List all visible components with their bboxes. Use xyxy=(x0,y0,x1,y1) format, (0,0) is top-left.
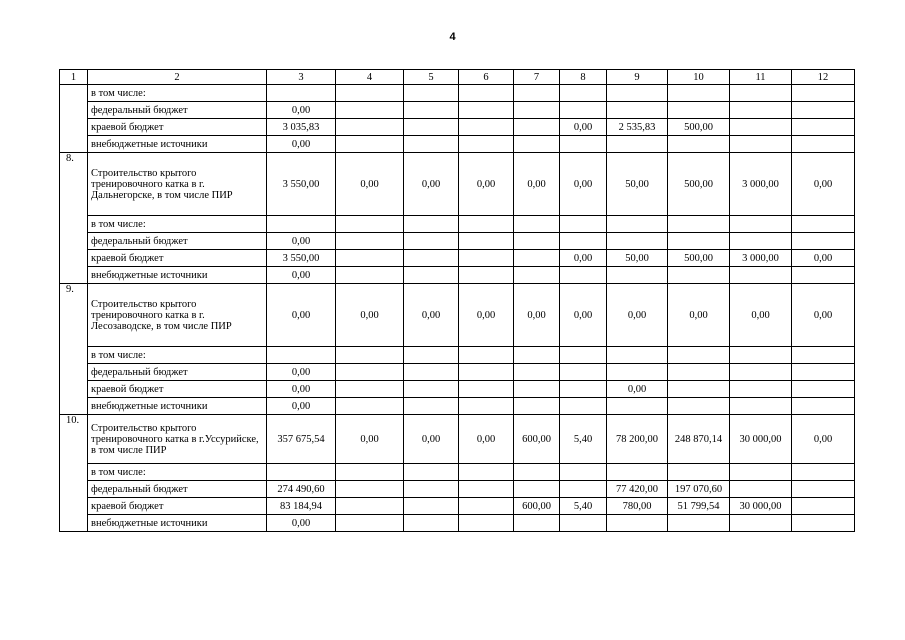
header-row xyxy=(60,70,855,85)
value-cell: 77 420,00 xyxy=(607,481,668,498)
budget-table xyxy=(59,69,855,532)
value-cell xyxy=(560,347,607,364)
table-row xyxy=(60,136,855,153)
header-cell: 12 xyxy=(792,70,855,85)
item-name: федеральный бюджет xyxy=(88,481,267,498)
header-cell: 11 xyxy=(730,70,792,85)
value-cell xyxy=(792,119,855,136)
item-name: краевой бюджет xyxy=(88,498,267,515)
value-cell xyxy=(792,233,855,250)
value-cell: 0,00 xyxy=(267,136,336,153)
value-cell xyxy=(730,381,792,398)
value-cell xyxy=(514,464,560,481)
value-cell: 0,00 xyxy=(560,284,607,347)
value-cell xyxy=(404,216,459,233)
item-name: краевой бюджет xyxy=(88,119,267,136)
value-cell xyxy=(730,85,792,102)
value-cell xyxy=(514,515,560,532)
row-number xyxy=(60,85,88,153)
value-cell xyxy=(336,233,404,250)
header-cell: 7 xyxy=(514,70,560,85)
value-cell: 0,00 xyxy=(792,415,855,464)
value-cell: 0,00 xyxy=(404,284,459,347)
value-cell xyxy=(459,119,514,136)
row-number: 10. xyxy=(60,415,88,532)
value-cell: 600,00 xyxy=(514,498,560,515)
value-cell xyxy=(404,481,459,498)
value-cell: 0,00 xyxy=(267,515,336,532)
value-cell: 0,00 xyxy=(560,119,607,136)
row-number: 8. xyxy=(60,153,88,284)
value-cell xyxy=(730,481,792,498)
value-cell xyxy=(514,267,560,284)
value-cell: 0,00 xyxy=(267,364,336,381)
value-cell: 0,00 xyxy=(267,381,336,398)
table-row xyxy=(60,85,855,102)
item-name: краевой бюджет xyxy=(88,250,267,267)
value-cell xyxy=(404,250,459,267)
value-cell xyxy=(560,136,607,153)
value-cell xyxy=(514,364,560,381)
value-cell: 5,40 xyxy=(560,415,607,464)
value-cell xyxy=(792,364,855,381)
value-cell xyxy=(514,233,560,250)
value-cell xyxy=(730,267,792,284)
value-cell: 5,40 xyxy=(560,498,607,515)
value-cell xyxy=(730,233,792,250)
value-cell xyxy=(560,381,607,398)
value-cell xyxy=(792,481,855,498)
value-cell: 51 799,54 xyxy=(668,498,730,515)
value-cell xyxy=(668,233,730,250)
value-cell xyxy=(668,136,730,153)
value-cell: 0,00 xyxy=(267,233,336,250)
table-row xyxy=(60,498,855,515)
header-cell: 10 xyxy=(668,70,730,85)
table-row xyxy=(60,398,855,415)
value-cell xyxy=(560,85,607,102)
value-cell: 500,00 xyxy=(668,153,730,216)
value-cell xyxy=(336,347,404,364)
value-cell: 0,00 xyxy=(267,102,336,119)
header-cell: 8 xyxy=(560,70,607,85)
value-cell xyxy=(404,498,459,515)
value-cell xyxy=(514,250,560,267)
row-number: 9. xyxy=(60,284,88,415)
table-row xyxy=(60,481,855,498)
value-cell xyxy=(459,398,514,415)
value-cell: 357 675,54 xyxy=(267,415,336,464)
item-name: Строительство крытого тренировочного катка в г. Лесозаводске, в том числе ПИР xyxy=(88,284,267,347)
table-body xyxy=(60,70,855,532)
value-cell xyxy=(404,364,459,381)
header-cell: 3 xyxy=(267,70,336,85)
value-cell: 0,00 xyxy=(792,284,855,347)
value-cell: 197 070,60 xyxy=(668,481,730,498)
value-cell xyxy=(792,85,855,102)
table-row xyxy=(60,515,855,532)
value-cell xyxy=(730,136,792,153)
value-cell: 0,00 xyxy=(560,250,607,267)
value-cell xyxy=(607,233,668,250)
value-cell xyxy=(404,119,459,136)
value-cell xyxy=(336,398,404,415)
table-row xyxy=(60,364,855,381)
value-cell xyxy=(404,464,459,481)
value-cell: 0,00 xyxy=(267,398,336,415)
value-cell xyxy=(336,515,404,532)
table-row xyxy=(60,119,855,136)
value-cell: 50,00 xyxy=(607,153,668,216)
value-cell xyxy=(730,464,792,481)
value-cell xyxy=(792,102,855,119)
table-row xyxy=(60,267,855,284)
value-cell xyxy=(514,119,560,136)
table-row xyxy=(60,153,855,216)
table-row xyxy=(60,216,855,233)
value-cell: 0,00 xyxy=(404,153,459,216)
value-cell xyxy=(336,250,404,267)
value-cell xyxy=(560,233,607,250)
item-name: федеральный бюджет xyxy=(88,102,267,119)
header-cell: 4 xyxy=(336,70,404,85)
value-cell xyxy=(336,364,404,381)
value-cell xyxy=(730,102,792,119)
value-cell xyxy=(607,515,668,532)
value-cell xyxy=(792,498,855,515)
value-cell: 0,00 xyxy=(792,153,855,216)
value-cell xyxy=(668,381,730,398)
value-cell xyxy=(668,347,730,364)
value-cell: 30 000,00 xyxy=(730,415,792,464)
value-cell xyxy=(336,119,404,136)
value-cell xyxy=(404,515,459,532)
value-cell: 0,00 xyxy=(336,153,404,216)
value-cell xyxy=(792,381,855,398)
value-cell: 0,00 xyxy=(514,153,560,216)
value-cell xyxy=(514,136,560,153)
item-name: внебюджетные источники xyxy=(88,515,267,532)
value-cell xyxy=(336,102,404,119)
value-cell xyxy=(668,85,730,102)
value-cell: 0,00 xyxy=(730,284,792,347)
value-cell: 600,00 xyxy=(514,415,560,464)
table-row xyxy=(60,284,855,347)
value-cell xyxy=(459,136,514,153)
item-name: краевой бюджет xyxy=(88,381,267,398)
value-cell: 83 184,94 xyxy=(267,498,336,515)
value-cell xyxy=(459,250,514,267)
value-cell xyxy=(607,85,668,102)
value-cell: 248 870,14 xyxy=(668,415,730,464)
header-cell: 5 xyxy=(404,70,459,85)
value-cell xyxy=(607,102,668,119)
value-cell xyxy=(404,136,459,153)
value-cell: 0,00 xyxy=(336,284,404,347)
value-cell xyxy=(560,364,607,381)
value-cell xyxy=(336,136,404,153)
value-cell: 0,00 xyxy=(607,381,668,398)
value-cell: 0,00 xyxy=(459,415,514,464)
value-cell xyxy=(668,515,730,532)
value-cell: 2 535,83 xyxy=(607,119,668,136)
value-cell xyxy=(404,267,459,284)
value-cell xyxy=(792,347,855,364)
value-cell xyxy=(459,216,514,233)
value-cell xyxy=(404,381,459,398)
value-cell xyxy=(560,481,607,498)
value-cell xyxy=(267,347,336,364)
value-cell xyxy=(792,216,855,233)
header-cell: 1 xyxy=(60,70,88,85)
value-cell xyxy=(668,216,730,233)
value-cell xyxy=(336,381,404,398)
item-name: в том числе: xyxy=(88,85,267,102)
value-cell: 50,00 xyxy=(607,250,668,267)
value-cell xyxy=(514,102,560,119)
value-cell: 274 490,60 xyxy=(267,481,336,498)
value-cell xyxy=(459,515,514,532)
value-cell xyxy=(336,464,404,481)
value-cell xyxy=(730,347,792,364)
value-cell xyxy=(459,498,514,515)
value-cell xyxy=(459,85,514,102)
value-cell: 78 200,00 xyxy=(607,415,668,464)
table-row xyxy=(60,415,855,464)
value-cell xyxy=(560,102,607,119)
value-cell: 3 000,00 xyxy=(730,250,792,267)
value-cell: 0,00 xyxy=(668,284,730,347)
header-cell: 6 xyxy=(459,70,514,85)
table-row xyxy=(60,381,855,398)
value-cell xyxy=(607,136,668,153)
value-cell xyxy=(514,85,560,102)
item-name: в том числе: xyxy=(88,216,267,233)
value-cell xyxy=(668,464,730,481)
value-cell xyxy=(267,85,336,102)
value-cell xyxy=(607,347,668,364)
value-cell xyxy=(514,481,560,498)
value-cell xyxy=(730,216,792,233)
value-cell xyxy=(459,381,514,398)
item-name: в том числе: xyxy=(88,464,267,481)
value-cell xyxy=(404,347,459,364)
value-cell xyxy=(459,464,514,481)
value-cell xyxy=(607,398,668,415)
value-cell xyxy=(560,216,607,233)
value-cell: 3 550,00 xyxy=(267,250,336,267)
value-cell: 0,00 xyxy=(560,153,607,216)
value-cell: 0,00 xyxy=(267,284,336,347)
value-cell xyxy=(668,267,730,284)
value-cell xyxy=(730,364,792,381)
value-cell xyxy=(730,398,792,415)
table-row xyxy=(60,347,855,364)
value-cell xyxy=(336,267,404,284)
value-cell xyxy=(404,85,459,102)
value-cell xyxy=(560,398,607,415)
value-cell: 0,00 xyxy=(267,267,336,284)
value-cell: 0,00 xyxy=(459,153,514,216)
table-row xyxy=(60,464,855,481)
header-cell: 2 xyxy=(88,70,267,85)
value-cell xyxy=(404,102,459,119)
value-cell xyxy=(668,102,730,119)
value-cell xyxy=(730,515,792,532)
item-name: Строительство крытого тренировочного катка в г.Уссурийске, в том числе ПИР xyxy=(88,415,267,464)
value-cell xyxy=(459,347,514,364)
value-cell: 0,00 xyxy=(459,284,514,347)
value-cell: 3 035,83 xyxy=(267,119,336,136)
value-cell xyxy=(336,216,404,233)
value-cell xyxy=(514,347,560,364)
value-cell xyxy=(607,216,668,233)
value-cell xyxy=(514,398,560,415)
value-cell: 0,00 xyxy=(607,284,668,347)
value-cell xyxy=(607,464,668,481)
value-cell xyxy=(792,515,855,532)
value-cell xyxy=(560,267,607,284)
value-cell xyxy=(792,267,855,284)
value-cell: 30 000,00 xyxy=(730,498,792,515)
value-cell xyxy=(459,102,514,119)
value-cell: 780,00 xyxy=(607,498,668,515)
value-cell xyxy=(560,515,607,532)
table-row xyxy=(60,250,855,267)
value-cell: 500,00 xyxy=(668,250,730,267)
table-row xyxy=(60,233,855,250)
value-cell xyxy=(336,498,404,515)
value-cell xyxy=(267,464,336,481)
value-cell xyxy=(792,464,855,481)
value-cell: 3 550,00 xyxy=(267,153,336,216)
value-cell xyxy=(668,364,730,381)
value-cell xyxy=(607,364,668,381)
item-name: внебюджетные источники xyxy=(88,136,267,153)
value-cell xyxy=(336,85,404,102)
value-cell xyxy=(514,381,560,398)
value-cell xyxy=(792,398,855,415)
value-cell xyxy=(459,364,514,381)
value-cell xyxy=(792,136,855,153)
value-cell: 0,00 xyxy=(792,250,855,267)
value-cell xyxy=(560,464,607,481)
value-cell xyxy=(459,481,514,498)
value-cell: 0,00 xyxy=(336,415,404,464)
value-cell xyxy=(514,216,560,233)
value-cell xyxy=(459,267,514,284)
page-number: 4 xyxy=(449,31,456,43)
item-name: внебюджетные источники xyxy=(88,267,267,284)
item-name: в том числе: xyxy=(88,347,267,364)
item-name: внебюджетные источники xyxy=(88,398,267,415)
item-name: федеральный бюджет xyxy=(88,233,267,250)
value-cell xyxy=(607,267,668,284)
value-cell: 500,00 xyxy=(668,119,730,136)
value-cell: 0,00 xyxy=(514,284,560,347)
value-cell xyxy=(730,119,792,136)
value-cell xyxy=(404,233,459,250)
value-cell xyxy=(267,216,336,233)
value-cell xyxy=(459,233,514,250)
value-cell xyxy=(668,398,730,415)
header-cell: 9 xyxy=(607,70,668,85)
table-row xyxy=(60,102,855,119)
item-name: Строительство крытого тренировочного катка в г. Дальнегорске, в том числе ПИР xyxy=(88,153,267,216)
value-cell xyxy=(336,481,404,498)
value-cell xyxy=(404,398,459,415)
value-cell: 3 000,00 xyxy=(730,153,792,216)
value-cell: 0,00 xyxy=(404,415,459,464)
item-name: федеральный бюджет xyxy=(88,364,267,381)
